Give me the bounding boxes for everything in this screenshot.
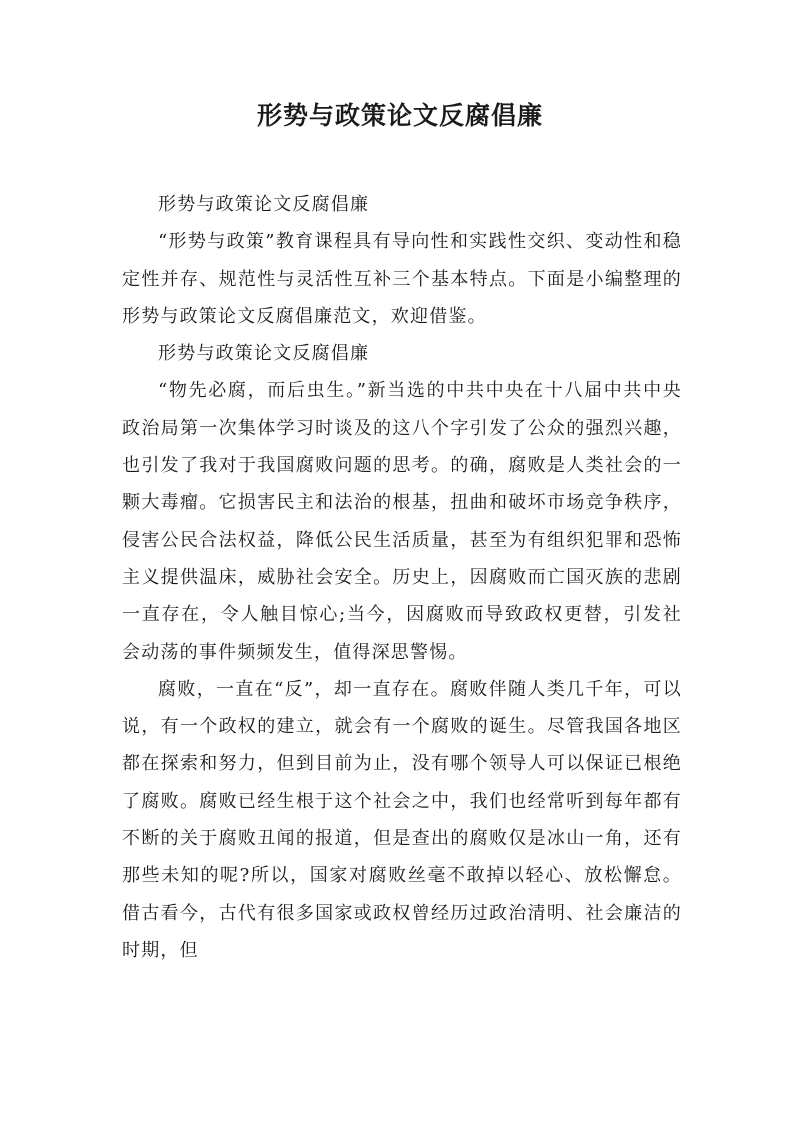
paragraph-intro: “形势与政策”教育课程具有导向性和实践性交织、变动性和稳定性并存、规范性与灵活性互补三个基本特点。下面是小编整理的形势与政策论文反腐倡廉范文，欢迎借鉴。: [122, 231, 682, 327]
paragraph-body: 腐败，一直在“反”，却一直存在。腐败伴随人类几千年，可以说，有一个政权的建立，就会有一个腐败的诞生。尽管我国各地区都在探索和努力，但到目前为止，没有哪个领导人可以保证已根绝了腐败。腐败已经生根于这个社会之中，我们也经常听到每年都有不断的关于腐败丑闻的报道，但是查出的腐败仅是冰山一角，还有那些未知的呢?所以，国家对腐败丝毫不敢掉以轻心、放松懈怠。借古看今，古代有很多国家或政权曾经历过政治清明、社会廉洁的时期，但: [122, 678, 682, 961]
document-body: [122, 186, 682, 969]
paragraph-subtitle-repeat: 形势与政策论文反腐倡廉: [158, 343, 370, 365]
paragraph-body: “物先必腐，而后虫生。”新当选的中共中央在十八届中共中央政治局第一次集体学习时谈及的这八个字引发了公众的强烈兴趣，也引发了我对于我国腐败问题的思考。的确，腐败是人类社会的一颗大毒瘤。它损害民主和法治的根基，扭曲和破坏市场竞争秩序，侵害公民合法权益，降低公民生活质量，甚至为有组织犯罪和恐怖主义提供温床，威胁社会安全。历史上，因腐败而亡国灭族的悲剧一直存在，令人触目惊心;当今，因腐败而导致政权更替，引发社会动荡的事件频频发生，值得深思警惕。: [122, 380, 682, 663]
document-title: 形势与政策论文反腐倡廉: [256, 101, 543, 130]
paragraph-subtitle: 形势与政策论文反腐倡廉: [158, 194, 370, 215]
